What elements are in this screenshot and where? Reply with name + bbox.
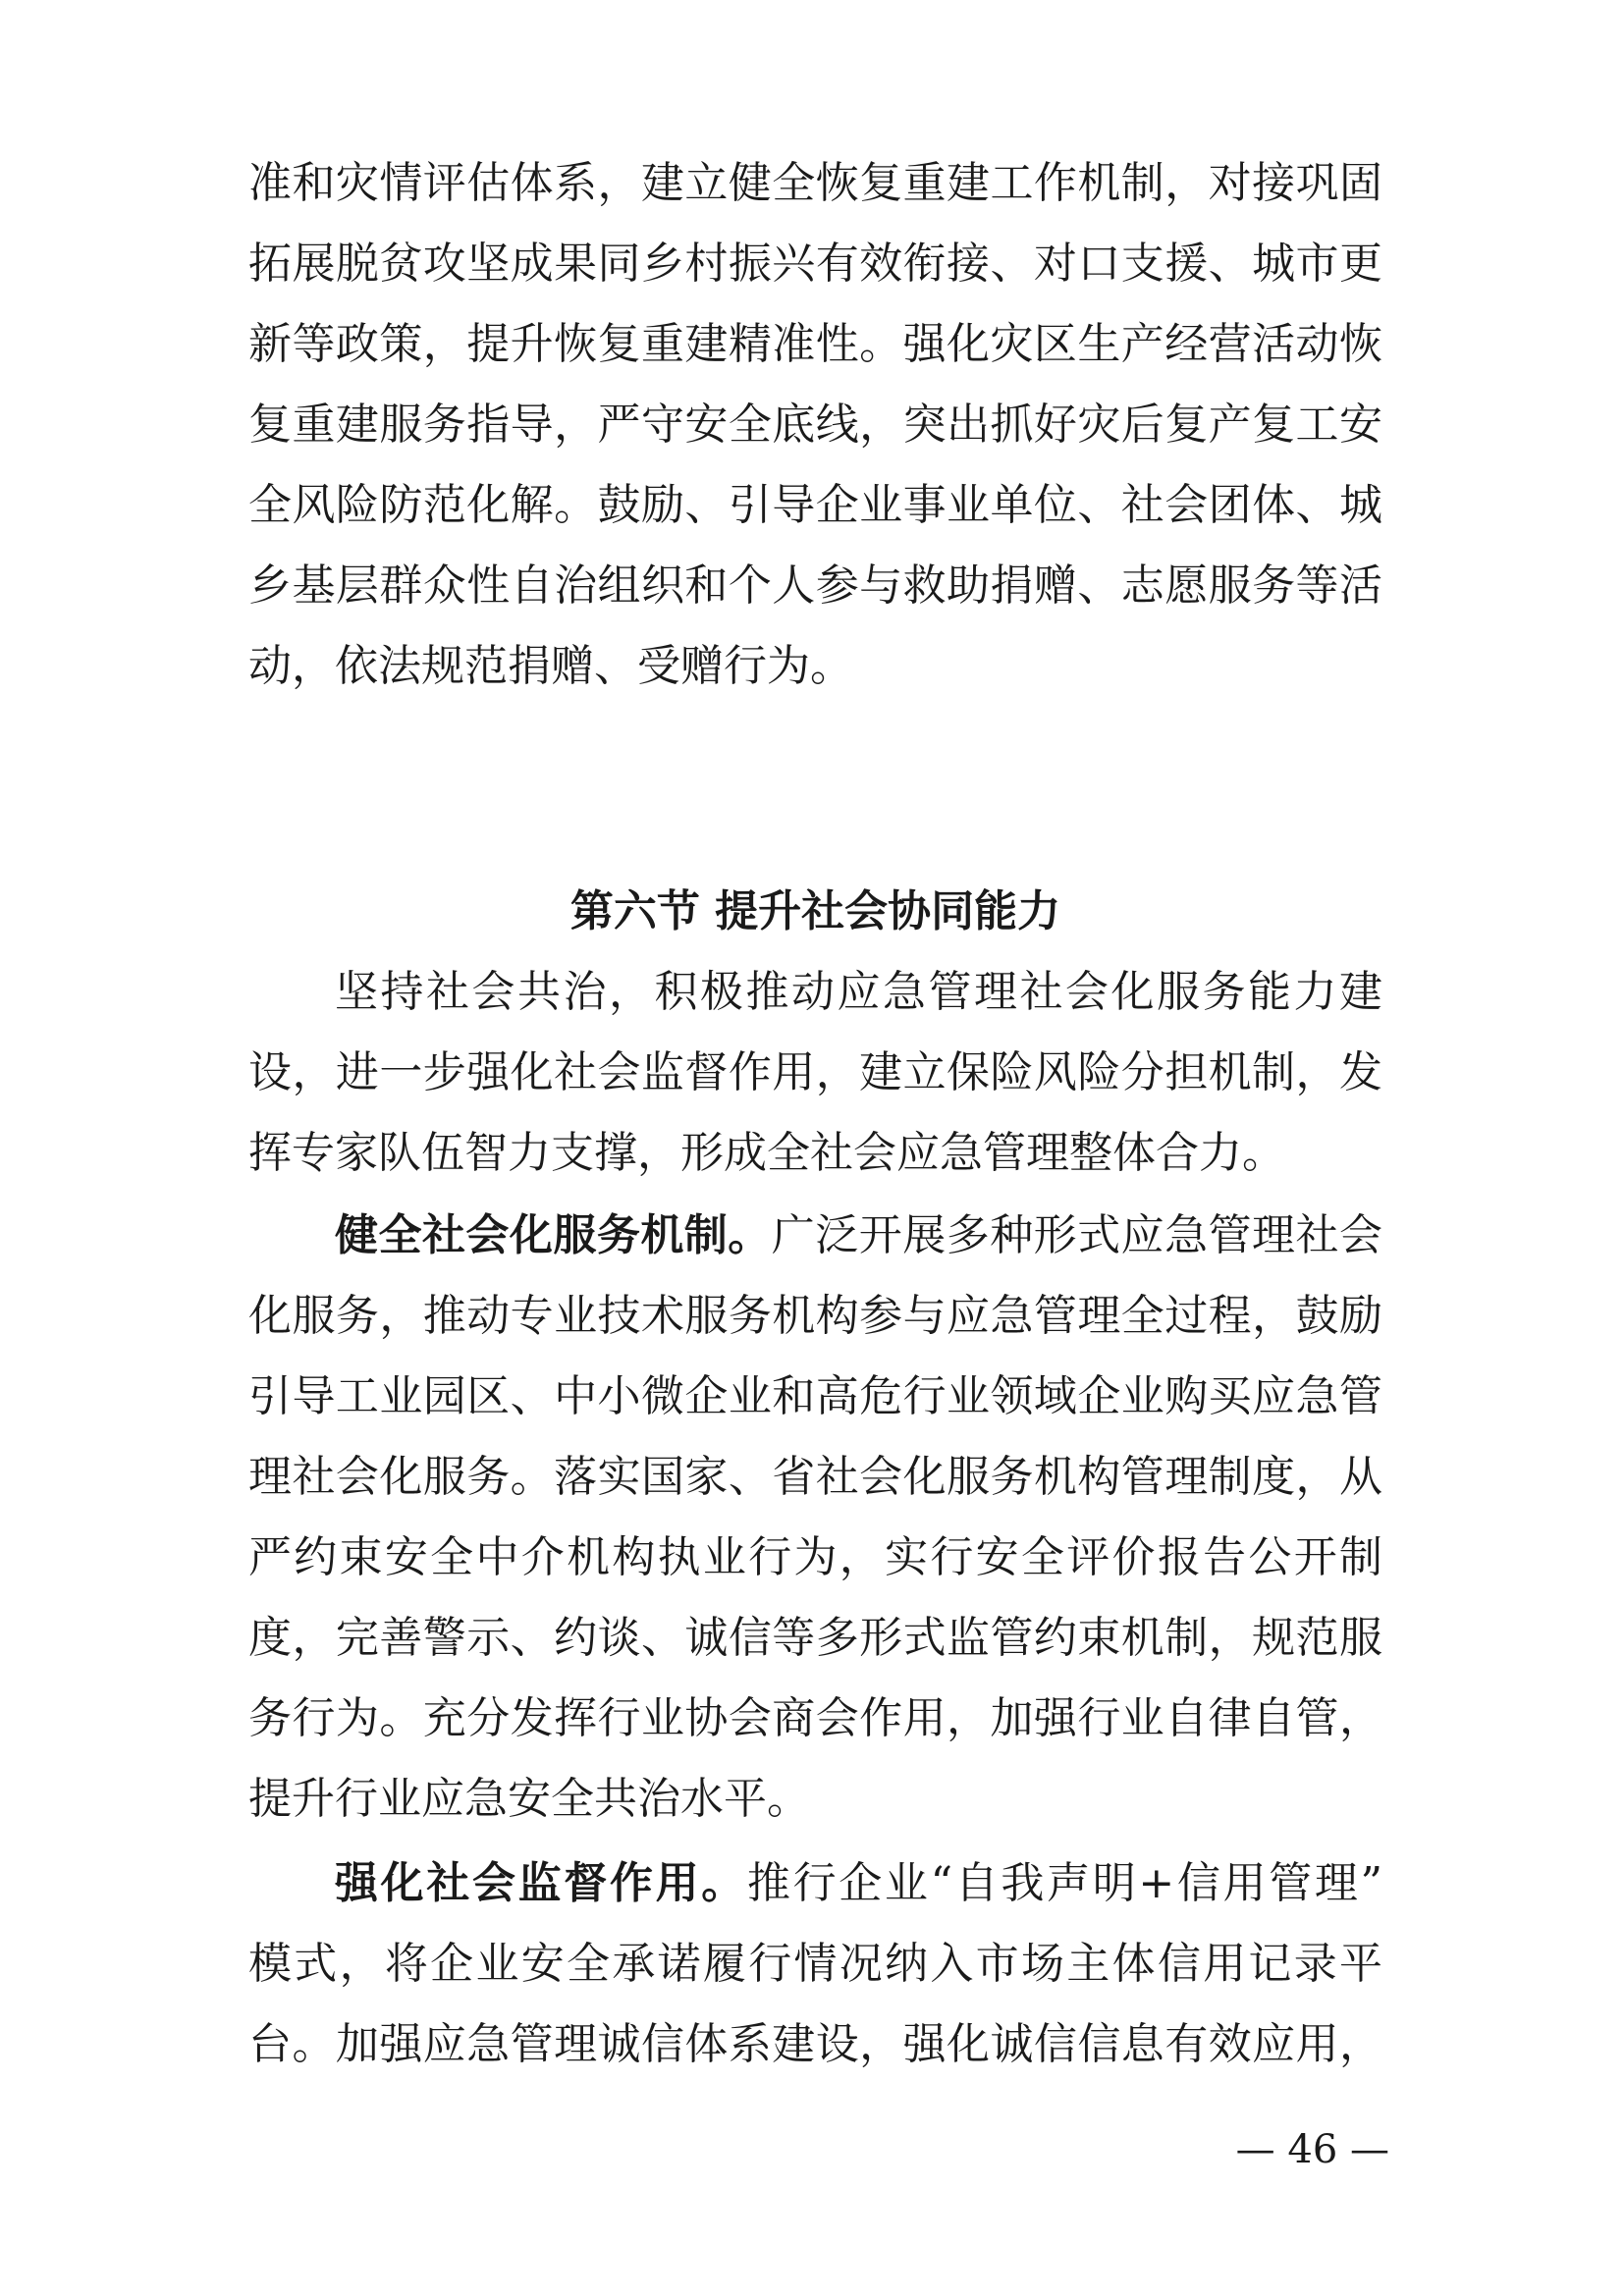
text-line: 理社会化服务。落实国家、省社会化服务机构管理制度，从 bbox=[248, 1452, 1382, 1502]
paragraph-lead: 健全社会化服务机制。 bbox=[335, 1210, 772, 1260]
intro-paragraph bbox=[248, 952, 1382, 1194]
text-segment: 推行企业“自我声明+信用管理” bbox=[746, 1858, 1383, 1908]
text-line: 坚持社会共治，积极推动应急管理社会化服务能力建 bbox=[335, 967, 1382, 1017]
text-line bbox=[248, 1196, 1382, 1276]
text-line: 拓展脱贫攻坚成果同乡村振兴有效衔接、对口支援、城市更 bbox=[248, 239, 1382, 289]
page-number: — 46 — bbox=[1235, 2127, 1389, 2172]
text-line: 复重建服务指导，严守安全底线，突出抓好灾后复产复工安 bbox=[248, 400, 1382, 450]
text-line: 挥专家队伍智力支撑，形成全社会应急管理整体合力。 bbox=[248, 1128, 1285, 1178]
text-line: 务行为。充分发挥行业协会商会作用，加强行业自律自管， bbox=[248, 1693, 1382, 1743]
text-line bbox=[248, 1843, 1382, 1924]
text-line: 引导工业园区、中小微企业和高危行业领域企业购买应急管 bbox=[248, 1371, 1382, 1421]
text-line: 设，进一步强化社会监督作用，建立保险风险分担机制，发 bbox=[248, 1047, 1382, 1097]
section-heading: 第六节 提升社会协同能力 bbox=[569, 886, 1061, 936]
text-line: 台。加强应急管理诚信体系建设，强化诚信信息有效应用， bbox=[248, 2019, 1382, 2069]
paragraph-lead: 强化社会监督作用。 bbox=[335, 1858, 747, 1908]
text-line: 新等政策，提升恢复重建精准性。强化灾区生产经营活动恢 bbox=[248, 319, 1382, 369]
text-line: 严约束安全中介机构执业行为，实行安全评价报告公开制 bbox=[248, 1532, 1382, 1582]
text-line: 全风险防范化解。鼓励、引导企业事业单位、社会团体、城 bbox=[248, 480, 1382, 530]
text-line: 动，依法规范捐赠、受赠行为。 bbox=[248, 641, 853, 691]
text-line: 模式，将企业安全承诺履行情况纳入市场主体信用记录平 bbox=[248, 1939, 1382, 1989]
paragraph-continued bbox=[248, 143, 1382, 707]
text-line: 提升行业应急安全共治水平。 bbox=[248, 1774, 810, 1824]
text-segment: 广泛开展多种形式应急管理社会 bbox=[771, 1210, 1383, 1260]
text-line: 准和灾情评估体系，建立健全恢复重建工作机制，对接巩固 bbox=[248, 158, 1382, 208]
social-service-paragraph bbox=[248, 1196, 1382, 1840]
text-line: 化服务，推动专业技术服务机构参与应急管理全过程，鼓励 bbox=[248, 1291, 1382, 1341]
supervision-paragraph bbox=[248, 1843, 1382, 2085]
text-line: 度，完善警示、约谈、诚信等多形式监管约束机制，规范服 bbox=[248, 1613, 1382, 1663]
text-line: 乡基层群众性自治组织和个人参与救助捐赠、志愿服务等活 bbox=[248, 561, 1382, 611]
